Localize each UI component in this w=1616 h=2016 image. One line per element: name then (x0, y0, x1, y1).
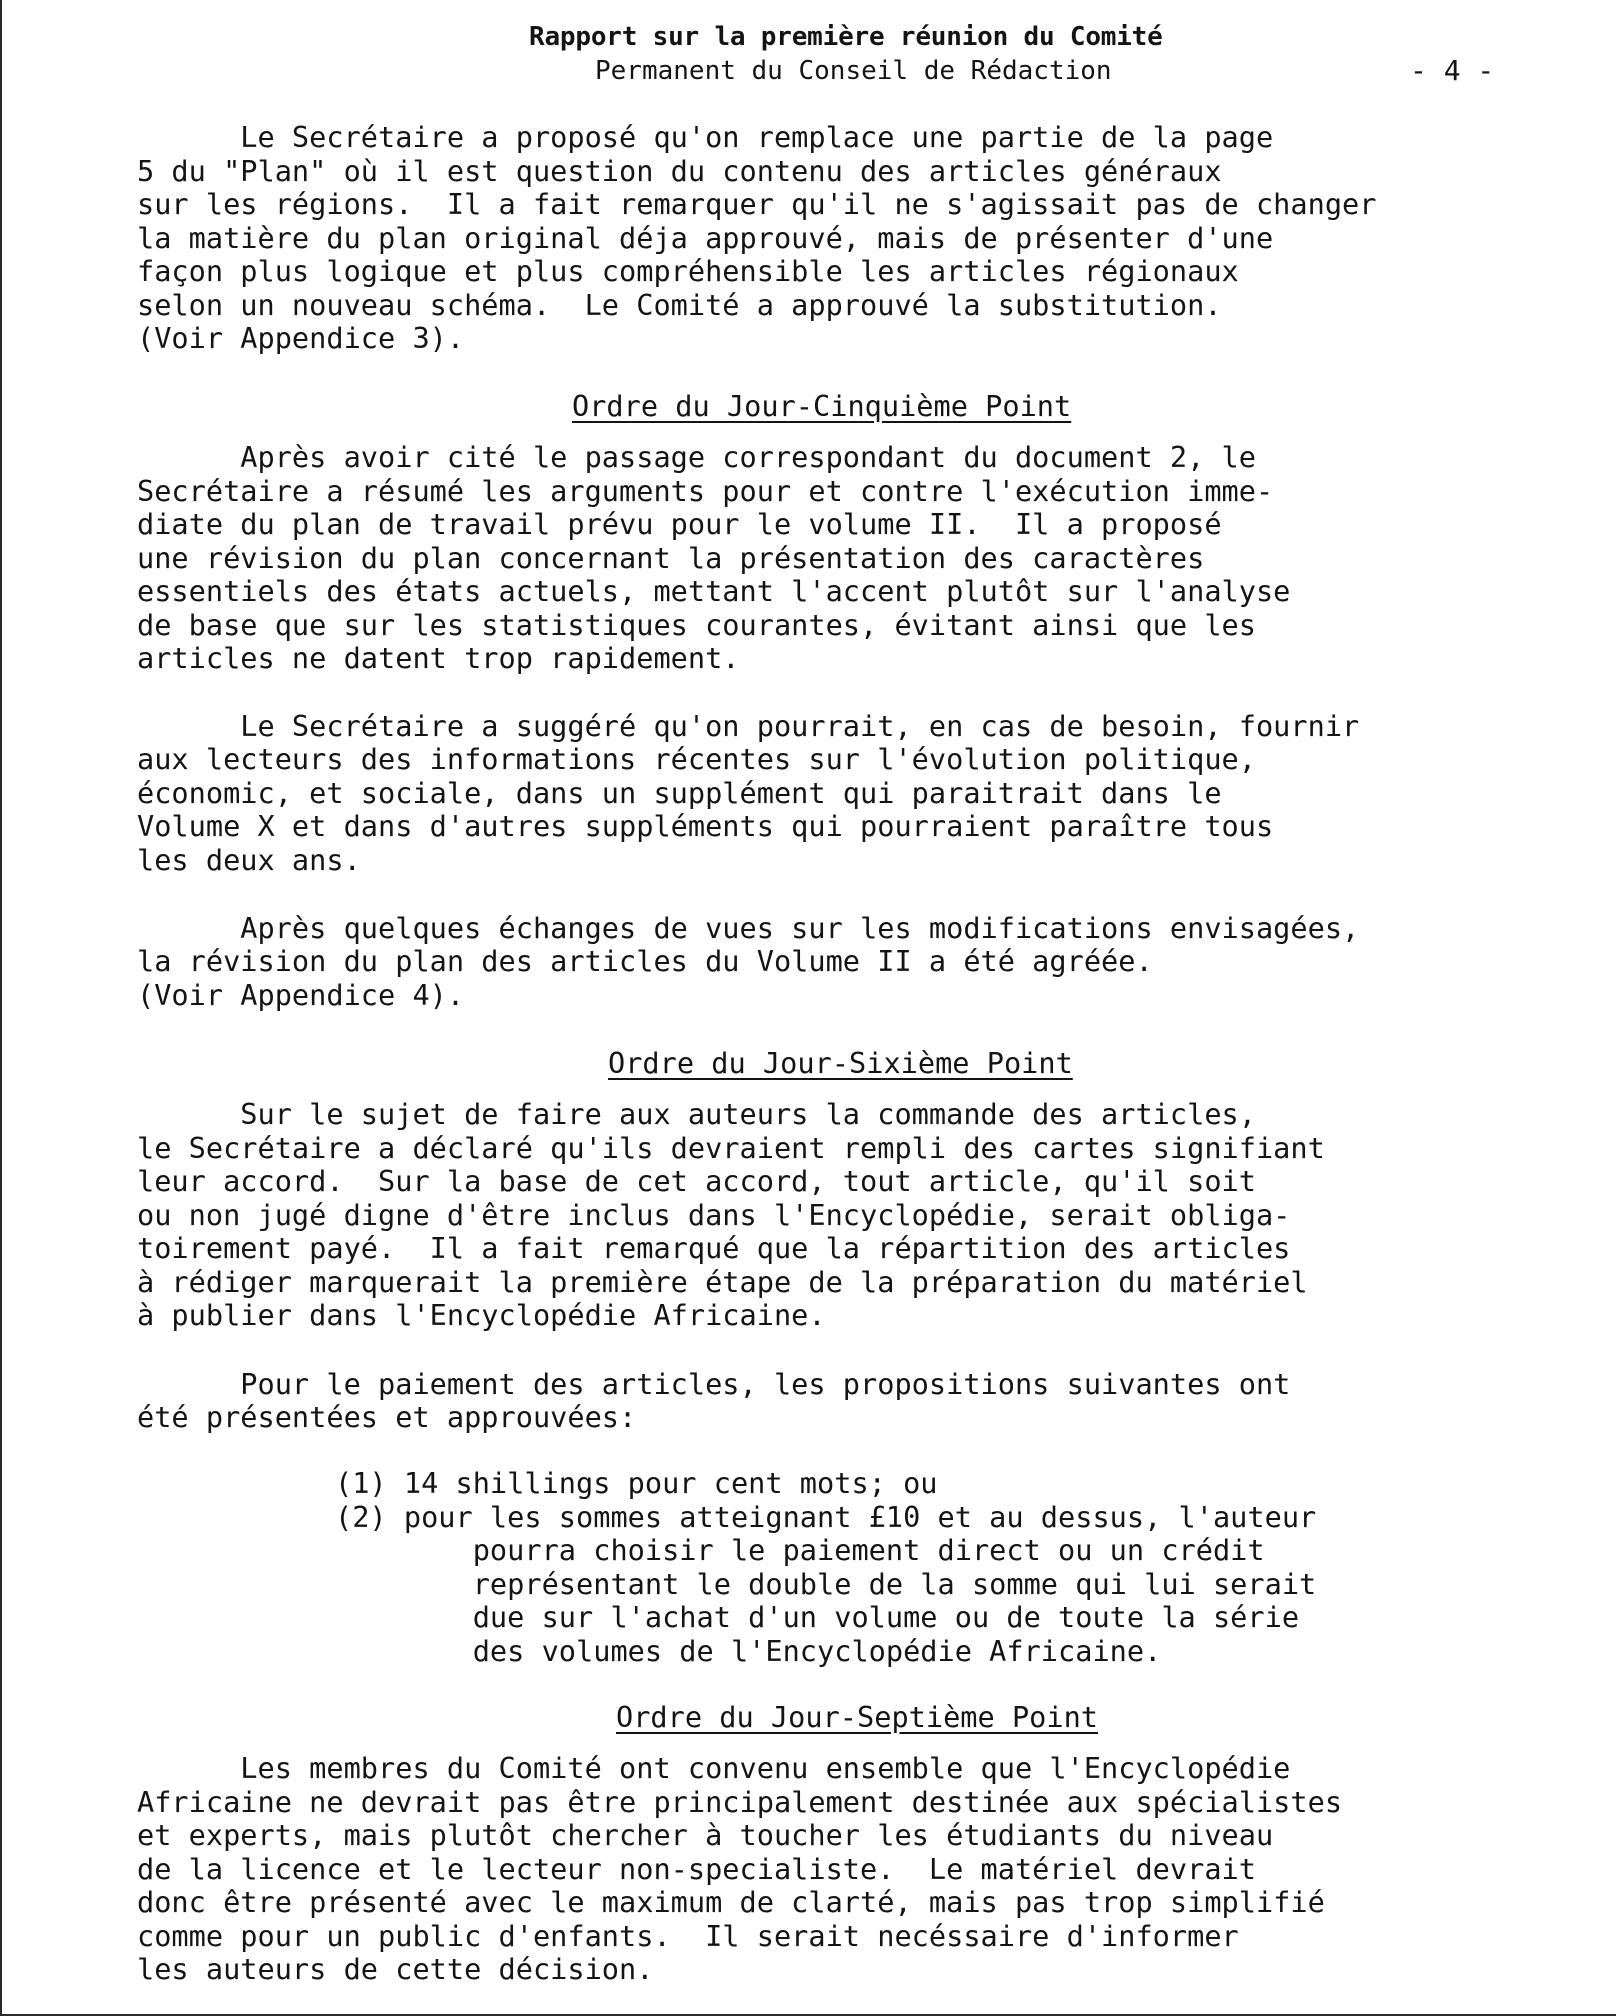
text-line: été présentées et approuvées: (137, 1400, 637, 1434)
text-line: (Voir Appendice 3). (137, 321, 465, 355)
text-line: Le Secrétaire a proposé qu'on remplace une partie de la page (137, 120, 1274, 154)
list-item: des volumes de l'Encyclopédie Africaine. (335, 1634, 1162, 1668)
text-line: essentiels des états actuels, mettant l'accent plutôt sur l'analyse (137, 574, 1291, 608)
text-line: et experts, mais plutôt chercher à toucher les étudiants du niveau (137, 1818, 1274, 1852)
text-line: une révision du plan concernant la présentation des caractères (137, 541, 1205, 575)
text-line: façon plus logique et plus compréhensible les articles régionaux (137, 254, 1239, 288)
list-item: (1) 14 shillings pour cent mots; ou (335, 1466, 938, 1500)
section-heading-seventh-point: Ordre du Jour-Septième Point (616, 1700, 1099, 1734)
text-line: diate du plan de travail prévu pour le volume II. Il a proposé (137, 507, 1222, 541)
text-line: sur les régions. Il a fait remarquer qu'il ne s'agissait pas de changer (137, 187, 1377, 221)
text-line: leur accord. Sur la base de cet accord, tout article, qu'il soit (137, 1164, 1256, 1198)
text-line: selon un nouveau schéma. Le Comité a approuvé la substitution. (137, 288, 1222, 322)
text-line: Après avoir cité le passage correspondant du document 2, le (137, 440, 1256, 474)
text-line: les auteurs de cette décision. (137, 1952, 654, 1986)
text-line: les deux ans. (137, 843, 361, 877)
text-line: la matière du plan original déja approuvé, mais de présenter d'une (137, 221, 1274, 255)
text-line: de base que sur les statistiques courantes, évitant ainsi que les (137, 608, 1256, 642)
text-line: aux lecteurs des informations récentes sur l'évolution politique, (137, 742, 1256, 776)
section-heading-fifth-point: Ordre du Jour-Cinquième Point (572, 389, 1072, 423)
section-heading-sixth-point: Ordre du Jour-Sixième Point (608, 1046, 1073, 1080)
text-line: à publier dans l'Encyclopédie Africaine. (137, 1298, 826, 1332)
text-line: (Voir Appendice 4). (137, 978, 465, 1012)
text-line: à rédiger marquerait la première étape de la préparation du matériel (137, 1265, 1308, 1299)
text-line: Pour le paiement des articles, les propositions suivantes ont (137, 1367, 1291, 1401)
text-line: donc être présenté avec le maximum de clarté, mais pas trop simplifié (137, 1885, 1325, 1919)
text-line: toirement payé. Il a fait remarqué que la répartition des articles (137, 1231, 1291, 1265)
text-line: Secrétaire a résumé les arguments pour et contre l'exécution imme- (137, 474, 1274, 508)
text-line: Après quelques échanges de vues sur les modifications envisagées, (137, 911, 1360, 945)
text-line: Africaine ne devrait pas être principalement destinée aux spécialistes (137, 1785, 1343, 1819)
text-line: articles ne datent trop rapidement. (137, 641, 740, 675)
text-line: de la licence et le lecteur non-specialiste. Le matériel devrait (137, 1852, 1256, 1886)
text-line: 5 du "Plan" où il est question du contenu des articles généraux (137, 154, 1222, 188)
text-line: Volume X et dans d'autres suppléments qui pourraient paraître tous (137, 809, 1274, 843)
text-line: la révision du plan des articles du Volume II a été agréée. (137, 944, 1153, 978)
text-line: comme pour un public d'enfants. Il serait necéssaire d'informer (137, 1919, 1239, 1953)
list-item: pourra choisir le paiement direct ou un crédit (335, 1533, 1265, 1567)
text-line: Sur le sujet de faire aux auteurs la commande des articles, (137, 1097, 1256, 1131)
text-line: le Secrétaire a déclaré qu'ils devraient rempli des cartes signifiant (137, 1131, 1325, 1165)
header-title-line2: Permanent du Conseil de Rédaction (595, 56, 1112, 86)
header-title-line1: Rapport sur la première réunion du Comité (529, 22, 1163, 52)
text-line: ou non jugé digne d'être inclus dans l'Encyclopédie, serait obliga- (137, 1198, 1291, 1232)
text-line: Les membres du Comité ont convenu ensemble que l'Encyclopédie (137, 1751, 1291, 1785)
text-line: Le Secrétaire a suggéré qu'on pourrait, en cas de besoin, fournir (137, 709, 1360, 743)
text-line: économic, et sociale, dans un supplément qui paraitrait dans le (137, 776, 1222, 810)
list-item: (2) pour les sommes atteignant £10 et au dessus, l'auteur (335, 1500, 1317, 1534)
list-item: due sur l'achat d'un volume ou de toute la série (335, 1600, 1300, 1634)
list-item: représentant le double de la somme qui lui serait (335, 1567, 1317, 1601)
page-number: - 4 - (1410, 54, 1495, 87)
